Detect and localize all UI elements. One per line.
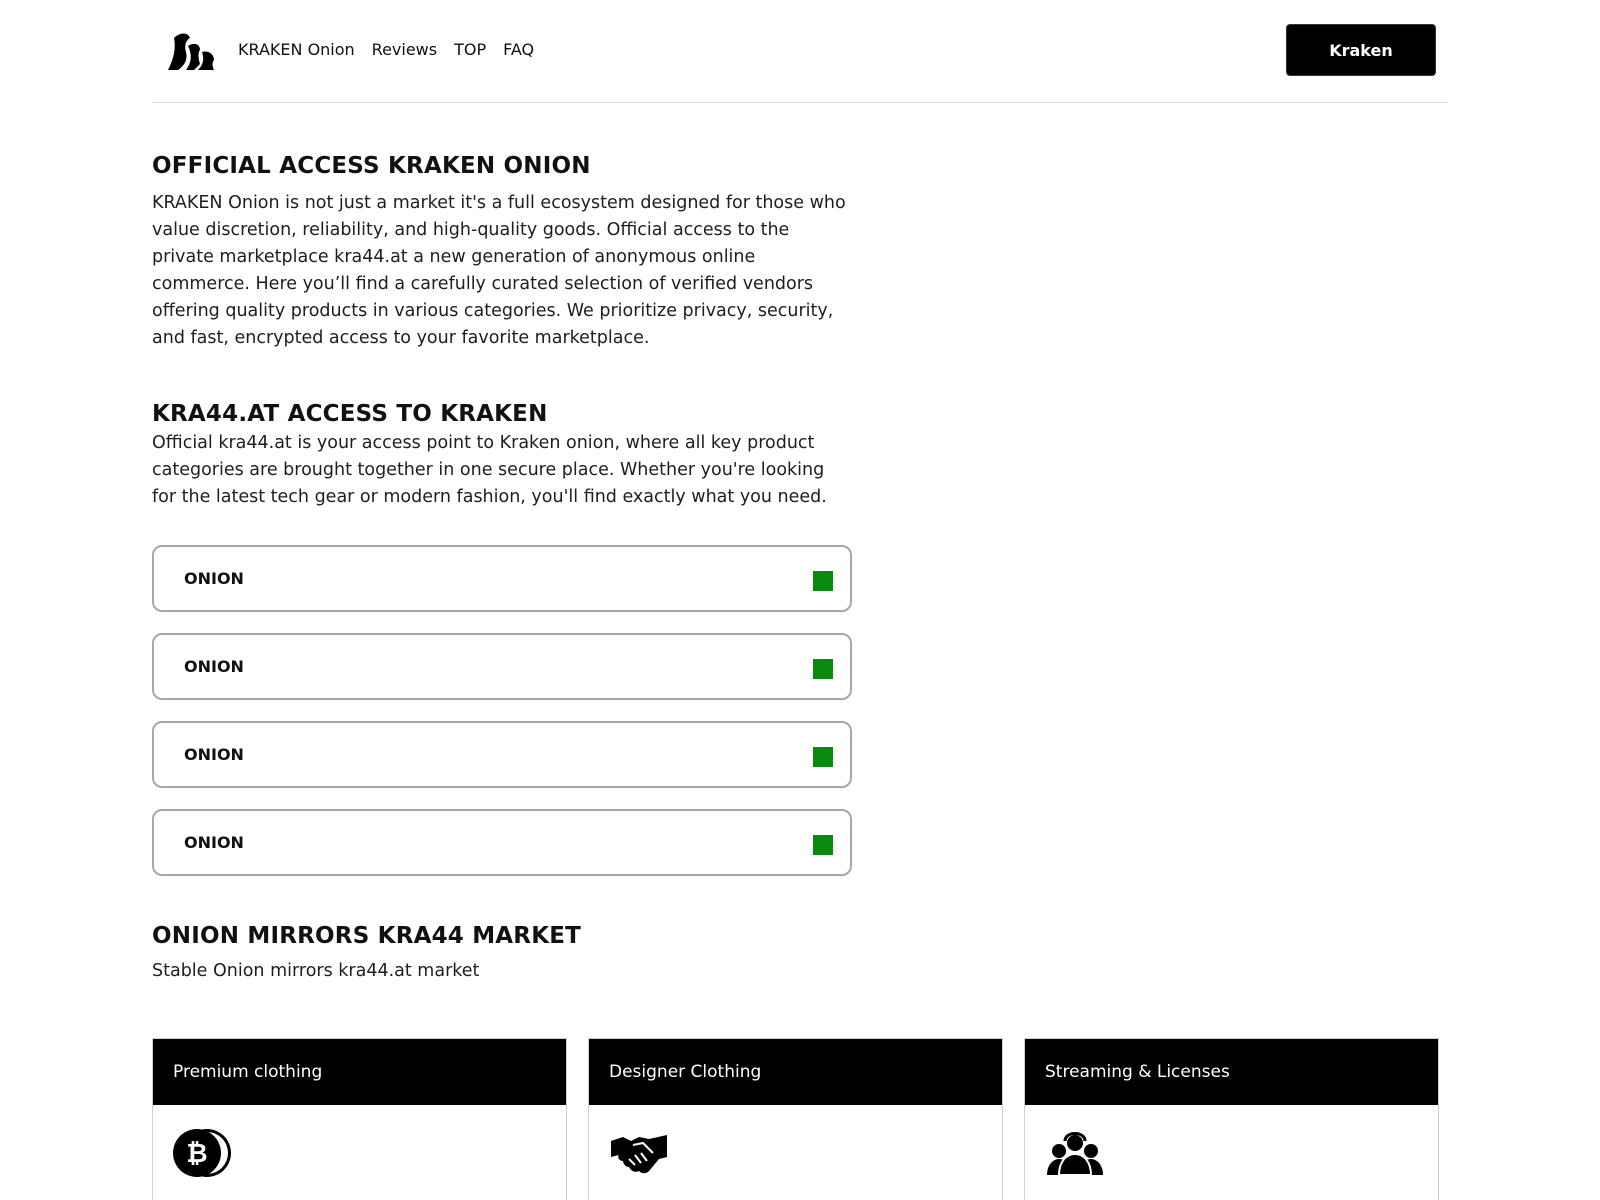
support-team-icon [1045,1127,1105,1179]
nav-link-kraken-onion[interactable]: KRAKEN Onion [238,40,355,59]
onion-link-row[interactable] [152,545,852,612]
kraken-tentacle-logo-icon[interactable] [164,30,216,70]
svg-text:₿: ₿ [186,1139,208,1169]
nav-link-faq[interactable]: FAQ [503,40,535,59]
onion-link-label: ONION [184,657,244,676]
section-text-kra44-access: Official kra44.at is your access point to Kraken onion, where all key product categories are brought together in one secure place. Whether you're looking for the latest tech gear or modern fashion, you'll find exactly what you need. [152,433,827,507]
onion-link-label: ONION [184,833,244,852]
main-nav [238,40,534,60]
category-card-streaming-licenses[interactable] [1024,1038,1439,1200]
card-title: Streaming & Licenses [1025,1039,1438,1105]
kraken-cta-button[interactable]: Kraken [1286,24,1436,76]
nav-link-top[interactable]: TOP [454,40,487,59]
status-online-indicator [813,747,833,767]
section-title-kra44-access: KRA44.AT ACCESS TO KRAKEN [152,401,548,427]
handshake-icon [609,1127,669,1179]
onion-link-label: ONION [184,745,244,764]
onion-link-row[interactable] [152,721,852,788]
bitcoin-coins-icon [173,1127,233,1179]
onion-link-row[interactable] [152,809,852,876]
section-title-onion-mirrors: ONION MIRRORS KRA44 MARKET [152,923,582,949]
category-card-designer-clothing[interactable] [588,1038,1003,1200]
card-title: Premium clothing [153,1039,566,1105]
card-title: Designer Clothing [589,1039,1002,1105]
onion-link-row[interactable] [152,633,852,700]
category-card-premium-clothing[interactable] [152,1038,567,1200]
status-online-indicator [813,835,833,855]
status-online-indicator [813,571,833,591]
section-text-official-access: KRAKEN Onion is not just a market it's a full ecosystem designed for those who value discretion, reliability, and high-quality goods. Official access to the private marketplace kra44.at a new generation of anonymous online commerce. Here you’ll find a carefully curated selection of verified vendors offering quality products in various categories. We prioritize privacy, security, and fast, encrypted access to your favorite marketplace. [152,193,846,348]
status-online-indicator [813,659,833,679]
section-text-onion-mirrors: Stable Onion mirrors kra44.at market [152,961,480,981]
category-cards [152,1038,1440,1200]
nav-link-reviews[interactable]: Reviews [371,40,438,59]
section-title-official-access: OFFICIAL ACCESS KRAKEN ONION [152,153,591,179]
onion-link-label: ONION [184,569,244,588]
site-header [152,0,1448,103]
